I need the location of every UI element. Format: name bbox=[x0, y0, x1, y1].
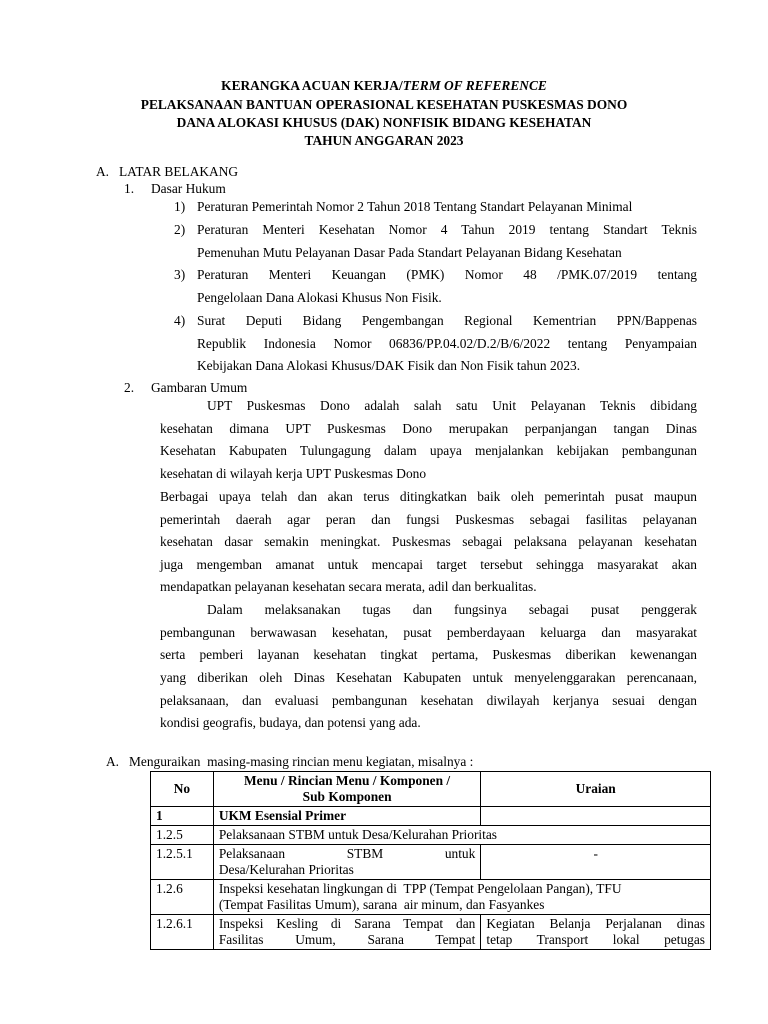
row-menu-word: STBM bbox=[346, 846, 384, 861]
section-a-marker: A. bbox=[96, 164, 110, 179]
overview-line-4: kesehatan di wilayah kerja UPT Puskesmas Dono bbox=[160, 466, 427, 481]
doc-title-line-2: PELAKSANAAN BANTUAN OPERASIONAL KESEHATAN PUSKESMAS DONO bbox=[140, 97, 628, 112]
overview-line-5: Berbagai upaya telah dan akan terus ditingkatkan baik oleh pemerintah pusat maupun bbox=[160, 489, 697, 504]
row-menu-line-1: Inspeksi Kesling di Sarana Tempat dan bbox=[218, 916, 476, 931]
legal-item-2-line-1: Peraturan Menteri Kesehatan Nomor 4 Tahun 2019 tentang Standart Teknis bbox=[197, 222, 697, 237]
table-row bbox=[151, 845, 711, 880]
table-row bbox=[151, 826, 711, 845]
subsection-2-heading: Gambaran Umum bbox=[151, 380, 248, 395]
table-row bbox=[151, 880, 711, 915]
row-menu bbox=[213, 880, 710, 915]
row-uraian: - bbox=[481, 845, 711, 880]
overview-line-2: kesehatan dimana UPT Puskesmas Dono merupakan perpanjangan tangan Dinas bbox=[160, 421, 697, 436]
legal-item-2-line-2: Pemenuhan Mutu Pelayanan Dasar Pada Standart Pelayanan Bidang Kesehatan bbox=[197, 245, 622, 260]
row-uraian bbox=[481, 915, 711, 950]
title-tor: TERM OF REFERENCE bbox=[402, 78, 547, 93]
doc-title-line-3: DANA ALOKASI KHUSUS (DAK) NONFISIK BIDANG KESEHATAN bbox=[176, 115, 592, 130]
legal-item-1-marker: 1) bbox=[174, 199, 186, 214]
row-menu: UKM Esensial Primer bbox=[213, 807, 481, 826]
legal-item-3-line-2: Pengelolaan Dana Alokasi Khusus Non Fisik. bbox=[197, 290, 442, 305]
overview-line-3: Kesehatan Kabupaten Tulungagung dalam upaya menjalankan kebijakan pembangunan bbox=[160, 443, 697, 458]
overview-line-15: kondisi geografis, budaya, dan potensi yang ada. bbox=[160, 715, 421, 730]
legal-item-3-marker: 3) bbox=[174, 267, 186, 282]
row-uraian-line-1: Kegiatan Belanja Perjalanan dinas bbox=[486, 916, 705, 931]
row-no: 1.2.5 bbox=[151, 826, 214, 845]
doc-title-line-1 bbox=[0, 76, 768, 95]
row-menu-line-2: Fasilitas Umum, Sarana Tempat bbox=[218, 932, 476, 947]
header-no: No bbox=[151, 772, 214, 807]
overview-line-14: pelaksanaan, dan evaluasi pembangunan kesehatan diwilayah kerjanya sesuai dengan bbox=[160, 693, 697, 708]
row-menu bbox=[213, 845, 481, 880]
activity-table bbox=[150, 771, 711, 950]
header-menu bbox=[213, 772, 481, 807]
row-no: 1.2.6 bbox=[151, 880, 214, 915]
overview-line-7: kesehatan dasar semakin meningkat. Puskesmas sebagai pelaksana pelayanan kesehatan bbox=[160, 534, 697, 549]
legal-item-4-line-2: Republik Indonesia Nomor 06836/PP.04.02/D.2/B/6/2022 tentang Penyampaian bbox=[197, 336, 697, 351]
doc-title-line-4: TAHUN ANGGARAN 2023 bbox=[304, 133, 464, 148]
section-a-heading: LATAR BELAKANG bbox=[119, 164, 239, 179]
row-menu bbox=[213, 915, 481, 950]
legal-item-4-line-1: Surat Deputi Bidang Pengembangan Regional Kementrian PPN/Bappenas bbox=[197, 313, 697, 328]
overview-line-12: serta pemberi layanan kesehatan tingkat pertama, Puskesmas diberikan kewenangan bbox=[160, 647, 697, 662]
subsection-2-marker: 2. bbox=[124, 380, 135, 395]
overview-line-13: yang diberikan oleh Dinas Kesehatan Kabupaten untuk menyelenggarakan perencanaan, bbox=[160, 670, 697, 685]
row-menu-word: Pelaksanaan bbox=[218, 846, 286, 861]
legal-item-2-marker: 2) bbox=[174, 222, 186, 237]
table-row bbox=[151, 915, 711, 950]
row-no: 1.2.6.1 bbox=[151, 915, 214, 950]
header-menu-line-1: Menu / Rincian Menu / Komponen / bbox=[244, 773, 451, 788]
section-a2-marker: A. bbox=[106, 754, 120, 769]
row-menu-line-2: (Tempat Fasilitas Umum), sarana air minum, dan Fasyankes bbox=[218, 897, 545, 912]
overview-line-1: UPT Puskesmas Dono adalah salah satu Unit Pelayanan Teknis dibidang bbox=[207, 398, 697, 413]
row-menu: Pelaksanaan STBM untuk Desa/Kelurahan Prioritas bbox=[213, 826, 710, 845]
section-a2-heading: Menguraikan masing-masing rincian menu kegiatan, misalnya : bbox=[129, 754, 474, 769]
legal-item-4-marker: 4) bbox=[174, 313, 186, 328]
subsection-1-marker: 1. bbox=[124, 181, 135, 196]
legal-item-1-line-1: Peraturan Pemerintah Nomor 2 Tahun 2018 Tentang Standart Pelayanan Minimal bbox=[197, 199, 633, 214]
overview-line-9: mendapatkan pelayanan kesehatan secara merata, adil dan berkualitas. bbox=[160, 579, 537, 594]
table-header-row bbox=[151, 772, 711, 807]
overview-line-8: juga mengemban amanat untuk mencapai target tersebut sehingga masyarakat akan bbox=[160, 557, 697, 572]
row-uraian bbox=[481, 807, 711, 826]
legal-item-4-line-3: Kebijakan Dana Alokasi Khusus/DAK Fisik dan Non Fisik tahun 2023. bbox=[197, 358, 581, 373]
title-kak: KERANGKA ACUAN KERJA/ bbox=[221, 78, 403, 93]
row-menu-line-1 bbox=[219, 846, 476, 862]
overview-line-6: pemerintah daerah agar peran dan fungsi Puskesmas sebagai fasilitas pelayanan bbox=[160, 512, 697, 527]
header-uraian: Uraian bbox=[481, 772, 711, 807]
row-uraian-line-2: tetap Transport lokal petugas bbox=[486, 932, 705, 947]
overview-line-10: Dalam melaksanakan tugas dan fungsinya sebagai pusat penggerak bbox=[207, 602, 697, 617]
row-menu-line-2: Desa/Kelurahan Prioritas bbox=[218, 862, 354, 877]
row-no: 1 bbox=[151, 807, 214, 826]
row-no: 1.2.5.1 bbox=[151, 845, 214, 880]
table-row bbox=[151, 807, 711, 826]
overview-line-11: pembangunan berwawasan kesehatan, pusat pemberdayaan keluarga dan masyarakat bbox=[160, 625, 697, 640]
subsection-1-heading: Dasar Hukum bbox=[151, 181, 226, 196]
row-menu-word: untuk bbox=[444, 846, 476, 861]
header-menu-line-2: Sub Komponen bbox=[302, 789, 392, 804]
row-menu-line-1: Inspeksi kesehatan lingkungan di TPP (Tempat Pengelolaan Pangan), TFU bbox=[218, 881, 622, 896]
legal-item-3-line-1: Peraturan Menteri Keuangan (PMK) Nomor 48 /PMK.07/2019 tentang bbox=[197, 267, 697, 282]
